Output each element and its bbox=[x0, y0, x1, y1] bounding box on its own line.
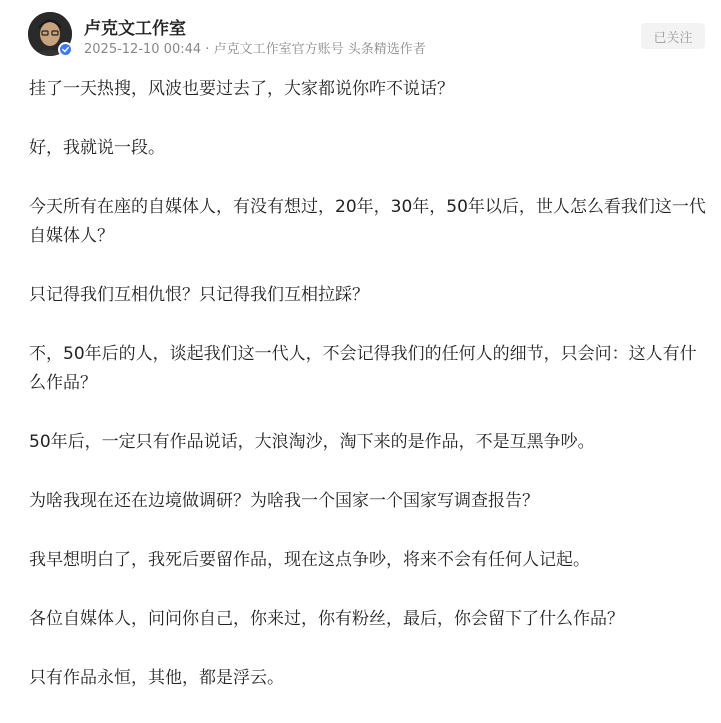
author-name[interactable]: 卢克文工作室 bbox=[84, 19, 186, 39]
paragraph: 只记得我们互相仇恨？只记得我们互相拉踩？ bbox=[29, 285, 369, 305]
paragraph: 今天所有在座的自媒体人，有没有想过，20年，30年，50年以后，世人怎么看我们这一代自媒体人？ bbox=[29, 197, 706, 246]
meta-separator: · bbox=[205, 42, 210, 57]
paragraph: 挂了一天热搜，风波也要过去了，大家都说你咋不说话？ bbox=[29, 79, 454, 99]
post-timestamp: 2025-12-10 00:44 bbox=[84, 42, 202, 57]
paragraph: 50年后，一定只有作品说话，大浪淘沙，淘下来的是作品，不是互黑争吵。 bbox=[29, 432, 595, 452]
paragraph: 不，50年后的人，谈起我们这一代人，不会记得我们的任何人的细节，只会问：这人有什么作品？ bbox=[29, 344, 697, 393]
paragraph: 各位自媒体人，问问你自己，你来过，你有粉丝，最后，你会留下了什么作品？ bbox=[29, 609, 624, 629]
paragraph: 只有作品永恒，其他，都是浮云。 bbox=[29, 668, 284, 688]
post-header bbox=[0, 0, 721, 72]
paragraph: 好，我就说一段。 bbox=[29, 138, 165, 158]
paragraph: 为啥我现在还在边境做调研？为啥我一个国家一个国家写调查报告？ bbox=[29, 491, 539, 511]
author-badge: 头条精选作者 bbox=[347, 42, 426, 57]
follow-button[interactable]: 已关注 bbox=[641, 23, 705, 49]
post-body bbox=[29, 75, 709, 723]
paragraph: 我早想明白了，我死后要留作品，现在这点争吵，将来不会有任何人记起。 bbox=[29, 550, 590, 570]
post-meta bbox=[84, 38, 426, 57]
account-type: 卢克文工作室官方账号 bbox=[213, 42, 344, 57]
verified-check-icon bbox=[58, 42, 73, 57]
